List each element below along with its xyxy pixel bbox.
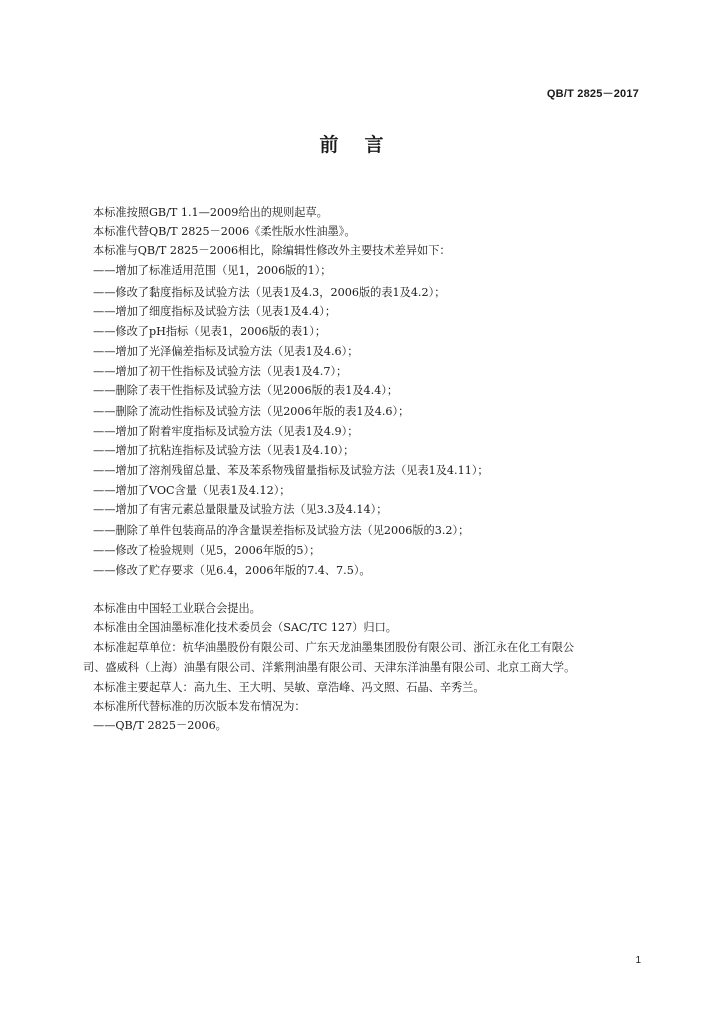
footer-paragraph: 本标准所代替标准的历次版本发布情况为： — [93, 700, 306, 713]
change-item: ——增加了附着牢度指标及试验方法（见表1及4.9）； — [93, 425, 359, 438]
intro-line-3: 本标准与QB/T 2825－2006相比，除编辑性修改外主要技术差异如下： — [93, 244, 451, 257]
change-item: ——删除了表干性指标及试验方法（见2006版的表1及4.4）； — [93, 384, 399, 397]
change-item: ——增加了溶剂残留总量、苯及苯系物残留量指标及试验方法（见表1及4.11）； — [93, 464, 489, 477]
change-item: ——增加了光泽偏差指标及试验方法（见表1及4.6）； — [93, 345, 359, 358]
footer-paragraph: 本标准起草单位：杭华油墨股份有限公司、广东天龙油墨集团股份有限公司、浙江永在化工有限公 — [93, 641, 575, 654]
change-item: ——增加了有害元素总量限量及试验方法（见3.3及4.14）； — [93, 503, 388, 516]
footer-paragraph: 本标准由全国油墨标准化技术委员会（SAC/TC 127）归口。 — [93, 621, 397, 634]
change-item: ——修改了贮存要求（见6.4，2006年版的7.4、7.5）。 — [93, 564, 371, 577]
intro-line-2: 本标准代替QB/T 2825－2006《柔性版水性油墨》。 — [93, 225, 356, 238]
change-item: ——增加了VOC含量（见表1及4.12）； — [93, 484, 291, 497]
footer-paragraph: 本标准主要起草人：高九生、王大明、吴敏、章浩峰、冯文照、石晶、辛秀兰。 — [93, 681, 485, 694]
intro-line-1: 本标准按照GB/T 1.1—2009给出的规则起草。 — [93, 206, 328, 219]
page-number: 1 — [635, 955, 641, 966]
change-item: ——修改了pH指标（见表1，2006版的表1）； — [93, 325, 327, 338]
page-title: 前言 — [319, 134, 410, 156]
change-item: ——增加了细度指标及试验方法（见表1及4.4）； — [93, 305, 337, 318]
footer-paragraph: ——QB/T 2825－2006。 — [93, 719, 227, 732]
change-item: ——增加了抗粘连指标及试验方法（见表1及4.10）； — [93, 444, 355, 457]
change-item: ——增加了初干性指标及试验方法（见表1及4.7）； — [93, 365, 348, 378]
footer-paragraph: 本标准由中国轻工业联合会提出。 — [93, 602, 261, 615]
standard-code: QB/T 2825－2017 — [546, 88, 639, 100]
change-item: ——增加了标准适用范围（见1，2006版的1）； — [93, 264, 332, 277]
change-item: ——删除了流动性指标及试验方法（见2006年版的表1及4.6）； — [93, 405, 410, 418]
footer-paragraph-continued: 司、盛威科（上海）油墨有限公司、洋紫荆油墨有限公司、天津东洋油墨有限公司、北京工商大学。 — [83, 661, 576, 674]
change-item: ——修改了检验规则（见5，2006年版的5）； — [93, 544, 321, 557]
change-item: ——删除了单件包装商品的净含量误差指标及试验方法（见2006版的3.2）； — [93, 524, 470, 537]
change-item: ——修改了黏度指标及试验方法（见表1及4.3，2006版的表1及4.2）； — [93, 286, 446, 299]
